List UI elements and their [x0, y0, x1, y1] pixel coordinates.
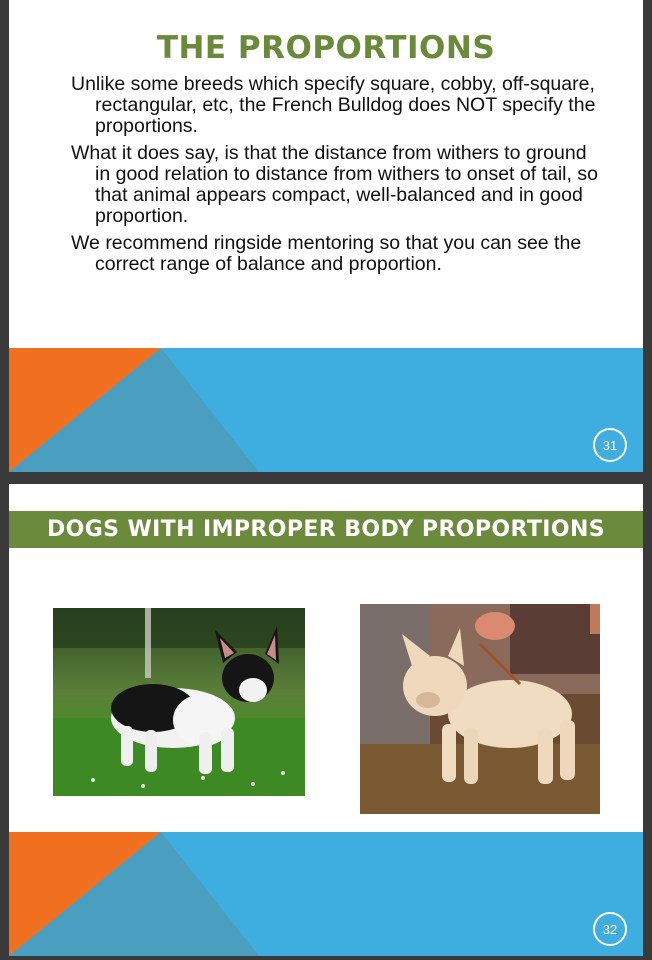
slide-body	[71, 74, 607, 281]
slide-title: THE PROPORTIONS	[156, 30, 496, 66]
paragraph-withers-relation: What it does say, is that the distance from withers to ground in good relation to distance from withers to onset of tail, so that animal appears compact, well-balanced and in good proportion.	[71, 142, 598, 227]
page-number-badge: 32	[593, 912, 627, 946]
paragraph-ringside-mentoring: We recommend ringside mentoring so that you can see the correct range of balance and proportion.	[71, 232, 582, 275]
page-number-badge: 31	[593, 428, 627, 462]
footer-band	[9, 348, 643, 472]
slide-32	[9, 484, 643, 956]
title-banner	[9, 511, 643, 548]
paragraph-proportions-unspecified: Unlike some breeds which specify square, cobby, off-square, rectangular, etc, the French Bulldog does NOT specify the proportions.	[71, 73, 596, 137]
photo-pied-french-bulldog	[53, 608, 305, 796]
slide-31	[9, 0, 643, 472]
slide-title: DOGS WITH IMPROPER BODY PROPORTIONS	[46, 517, 606, 542]
footer-band	[9, 832, 643, 956]
photo-cream-french-bulldog	[360, 604, 600, 814]
